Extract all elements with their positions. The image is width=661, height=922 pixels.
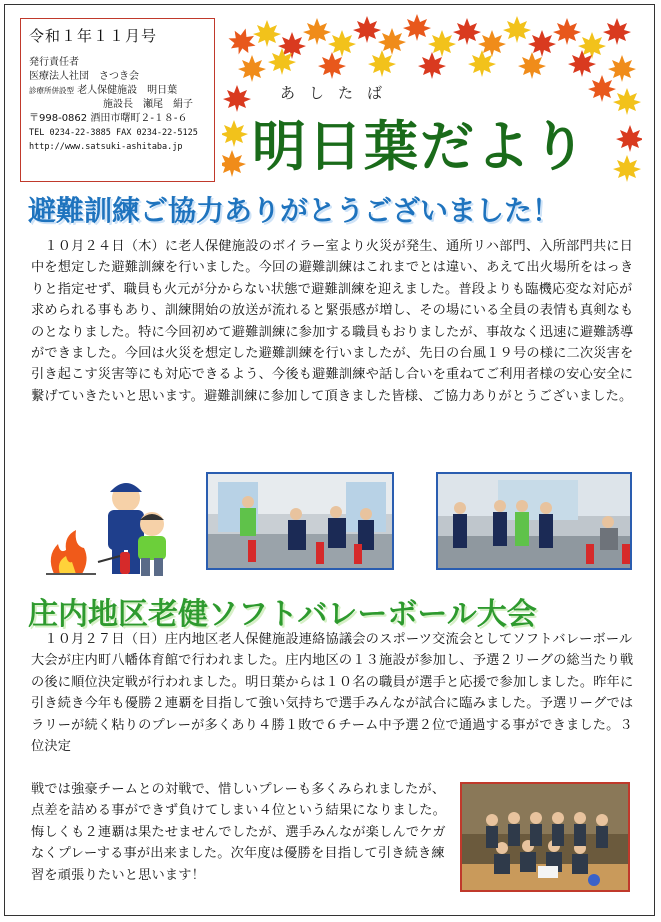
facility-prefix: 診療所併設型 <box>29 86 74 95</box>
facility-line <box>29 84 206 98</box>
facility-name: 老人保健施設 明日葉 <box>77 85 178 96</box>
publisher-box <box>20 18 215 182</box>
article1-text: １０月２４日（木）に老人保健施設のボイラー室より火災が発生、通所リハ部門、入所部門共に日中を想定した避難訓練を行いました。今回の避難訓練はこれまでとは違い、あえて出火場所をはっきりと指定せず、職員も火元が分からない状態で避難訓練を迎えました。普段よりも臨機応変な対応が求められる事もあり、訓練開始の放送が流れると緊張感が増し、その場にいる全員の表情も真剣なものとなりました。特に今回初めて避難訓練に参加する職員もおりましたが、事故なく迅速に避難誘導ができました。今回は火災を想定した避難訓練を行いましたが、先日の台風１９号の様に二次災害を引き起こす災害等にも対応できるよう、今後も避難訓練や話し合いを重ねてご利用者様の安心安全に繋げていきたいと思います。避難訓練に参加して頂きました皆様、ご協力ありがとうございました。 <box>31 239 634 404</box>
address-line: 〒998-0862 酒田市曙町２-１８-６ <box>29 113 188 124</box>
tel-fax-line: TEL 0234-22-3885 FAX 0234-22-5125 <box>29 128 198 138</box>
fire-drill-illustration <box>40 470 178 580</box>
article2-text-continued: 戦では強豪チームとの対戦で、惜しいプレーも多くみられましたが、点差を詰める事ができず負けてしまい４位という結果になりました。悔しくも２連覇は果たせませんでしたが、選手みんなが楽しんでケガなくプレーする事が出来ました。次年度は優勝を目指して引き続き練習を頑張りたいと思います！ <box>31 782 447 883</box>
masthead <box>222 14 642 182</box>
article2-heading: 庄内地区老健ソフトバレーボール大会 <box>28 597 537 632</box>
title-ruby: あしたば <box>280 84 397 102</box>
article1-heading: 避難訓練ご協力ありがとうございました！ <box>28 194 561 227</box>
article1-body <box>31 236 641 407</box>
article2-text: １０月２７日（日）庄内地区老人保健施設連絡協議会のスポーツ交流会としてソフトバレーボール大会が庄内町八幡体育館で行われました。庄内地区の１３施設が参加し、予選２リーグの総当たり戦の後に順位決定戦が行われました。明日葉からは１０名の職員が選手と応援で参加しました。昨年に引き続き今年も優勝２連覇を目指して強い気持ちで選手みんなが試合に臨みました。予選リーグではラリーが続く粘りのプレーが多くあり４勝１敗で６チーム中予選２位で通過する事ができました。３位決定 <box>31 632 634 755</box>
newsletter-title: 明日葉だより <box>252 114 588 178</box>
photo-evacuation-drill-2 <box>436 472 632 570</box>
photo-volleyball-team <box>460 782 630 892</box>
director-line: 施設長 瀬尾 絹子 <box>103 99 193 110</box>
article2-body-continued <box>31 779 451 886</box>
article2-body <box>31 629 641 757</box>
issue-label: 令和１年１１月号 <box>29 27 158 45</box>
publisher-line-2: 医療法人社団 さつき会 <box>29 71 139 82</box>
publisher-line-1: 発行責任者 <box>29 57 79 68</box>
website-link[interactable]: http://www.satsuki-ashitaba.jp <box>29 142 183 152</box>
photo-evacuation-drill-1 <box>206 472 394 570</box>
